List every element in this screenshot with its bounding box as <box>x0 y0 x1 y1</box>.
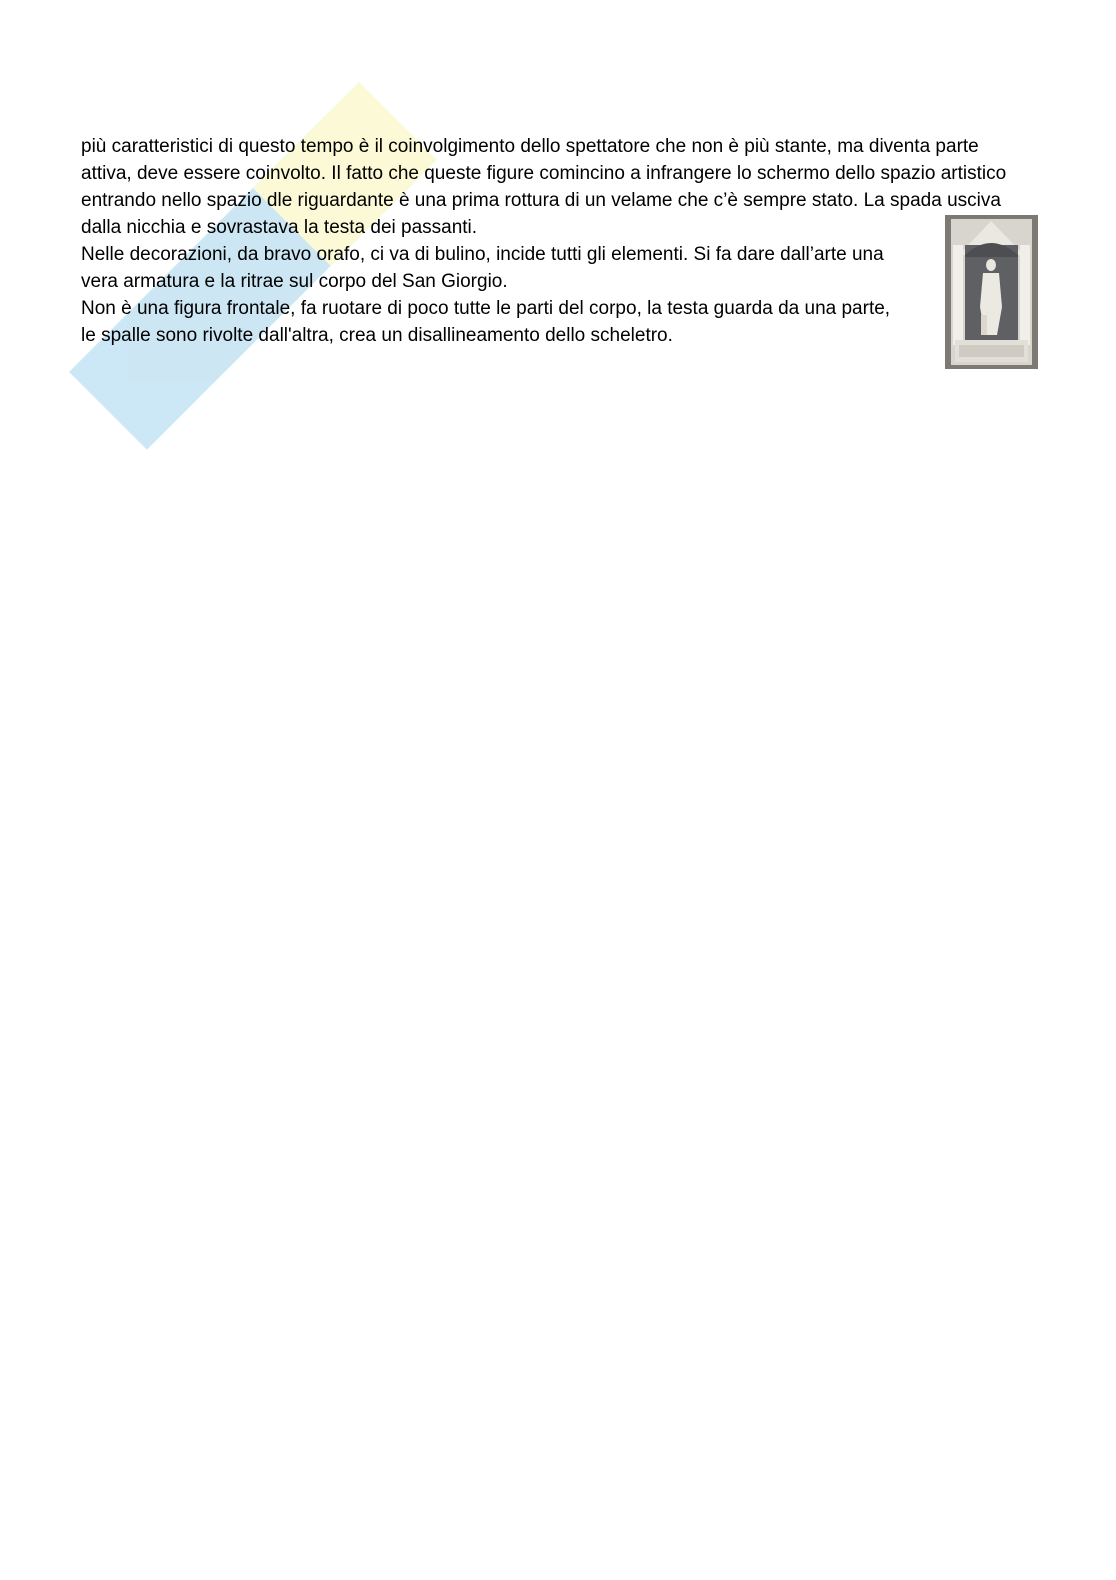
san-giorgio-statue-image <box>945 215 1038 369</box>
paragraph-3: Non è una figura frontale, fa ruotare di poco tutte le parti del corpo, la testa guarda da una parte, le spalle sono rivolte dall'altra, crea un disallineamento dello scheletro. <box>81 298 891 346</box>
document-body <box>81 133 1021 349</box>
paragraph-2: Nelle decorazioni, da bravo orafo, ci va di bulino, incide tutti gli elementi. Si fa dare dall’arte una vera armatura e la ritrae sul corpo del San Giorgio. <box>81 244 884 292</box>
paragraph-1: più caratteristici di questo tempo è il coinvolgimento dello spettatore che non è più stante, ma diventa parte attiva, deve essere coinvolto. Il fatto che queste figure comincino a infrangere lo schermo dello spazio artistico entrando nello spazio dle riguardante è una prima rottura di un velame che c’è sempre stato. La spada usciva dalla nicchia e sovrastava la testa dei passanti. <box>81 136 1007 238</box>
